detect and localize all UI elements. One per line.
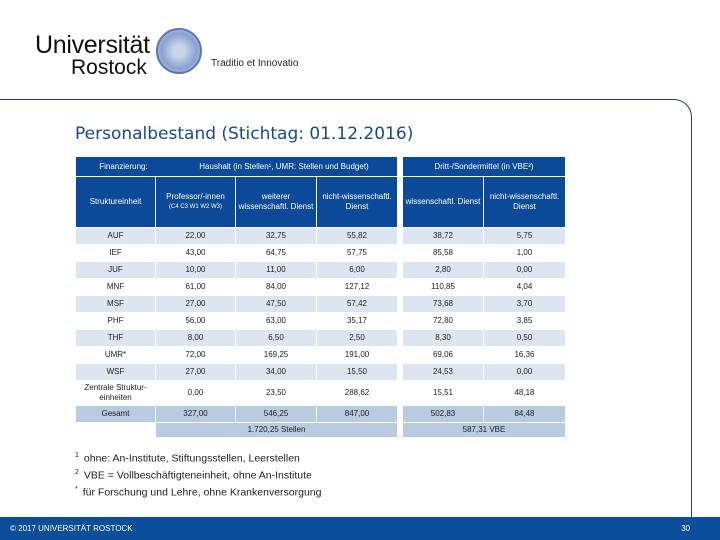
column-header: wissenschaftl. Dienst [403,177,483,227]
total-label: Gesamt [76,406,155,422]
table-cell: 169,25 [263,350,289,359]
footnote-3 [75,486,321,499]
table-cell: 3,70 [484,296,565,312]
table-cell: 56,00 [185,316,206,325]
table-cell: 84,00 [265,282,287,291]
table-cell: 2,80 [403,262,483,278]
table-cell: 16,36 [514,350,535,359]
table-cell: 110,85 [431,282,455,291]
footnote-2 [75,469,312,482]
table-cell: 63,00 [265,316,287,325]
row-label: PHF [107,316,124,325]
table-cell: 72,00 [185,350,206,359]
table-cell: 10,00 [156,262,235,278]
row-label: WSF [76,364,155,380]
table-cell: 288,62 [344,388,370,397]
table-cell: 32,75 [236,228,316,244]
column-header: weiterer wissenschaftl. Dienst [236,177,316,227]
footnote-text: ohne: An-Institute, Stiftungsstellen, Leerstellen [83,452,300,465]
table-cell: 57,75 [346,248,368,257]
row-label: AUF [76,228,155,244]
table-cell: 34,00 [236,364,316,380]
row-label: JUF [76,262,155,278]
table-cell: 6,00 [317,262,397,278]
table-cell: 27,00 [156,296,235,312]
footnote-mark: 1 [75,452,79,459]
row-label: MSF [76,296,155,312]
footnote-mark: 2 [75,469,79,476]
table-cell: 15,51 [432,388,454,397]
footnote-mark: * [75,486,78,493]
table-cell: 0,00 [484,262,565,278]
footnote-text: VBE = Vollbeschäftigteneinheit, ohne An-Institute [83,469,312,482]
prof-label: Professor/-innen [166,192,225,201]
motto: Traditio et Innovatio [211,58,299,69]
table-cell: 0,00 [187,388,204,397]
prof-sublabel: (C4 C3 W1 W2 W3) [168,204,222,210]
table-cell: 57,42 [317,296,397,312]
total-cell: 546,25 [236,406,316,422]
table-cell: 11,00 [236,262,316,278]
table-cell: 0,50 [484,330,565,346]
table-cell: 47,50 [236,296,316,312]
row-label: IEF [109,248,122,257]
row-label: UMR* [104,350,127,359]
table-cell: 4,04 [516,282,533,291]
total-cell: 327,00 [156,406,235,422]
table-cell: 24,53 [403,364,483,380]
table-cell: 35,17 [346,316,368,325]
financing-label: Finanzierung: [76,157,171,176]
footnote-1 [75,452,300,465]
table-cell: 64,75 [265,248,287,257]
footnote-text: für Forschung und Lehre, ohne Krankenversorgung [82,486,322,499]
sum-budget: 1.720,25 Stellen [156,423,397,437]
column-header: Struktureinheit [76,177,155,227]
row-label: THF [76,330,155,346]
total-cell: 502,83 [403,406,483,422]
university-seal-icon [156,28,202,74]
table-cell: 3,85 [516,316,533,325]
table-cell: 15,50 [317,364,397,380]
university-logo [35,32,150,78]
copyright: © 2017 UNIVERSITÄT ROSTOCK [10,524,133,533]
column-header [156,177,235,227]
table-cell: 8,30 [403,330,483,346]
table-cell: 5,75 [484,228,565,244]
row-label: MNF [106,282,125,291]
sum-third-party: 587,31 VBE [403,423,565,437]
row-label: Zentrale Struktur-einheiten [84,383,147,402]
table-cell: 8,00 [156,330,235,346]
page-number: 30 [681,524,690,533]
header-third-party-group: Dritt-/Sondermittel (in VBE²) [403,157,565,176]
table-cell: 69,06 [432,350,454,359]
table-cell: 27,00 [156,364,235,380]
total-cell: 847,00 [317,406,397,422]
column-header: nicht-wissenschaftl. Dienst [317,177,397,227]
table-cell: 22,00 [156,228,235,244]
table-cell: 127,12 [344,282,370,291]
logo-line1: Universität [35,31,150,59]
table-cell: 55,82 [317,228,397,244]
total-cell: 84,48 [484,406,565,422]
column-header: nicht-wissenschaftl. Dienst [484,177,565,227]
table-cell: 2,50 [317,330,397,346]
table-cell: 6,50 [236,330,316,346]
page-title: Personalbestand (Stichtag: 01.12.2016) [75,124,414,144]
header-budget-group: Haushalt (in Stellen¹, UMR: Stellen und Budget) [171,157,397,176]
table-cell: 43,00 [185,248,206,257]
table-cell: 72,80 [432,316,454,325]
table-cell: 0,00 [484,364,565,380]
table-cell: 191,00 [344,350,370,359]
footer-bar [0,517,720,540]
table-cell: 85,58 [432,248,454,257]
table-cell: 48,18 [514,388,535,397]
logo-line2: Rostock [71,56,147,79]
table-cell: 23,50 [265,388,287,397]
table-cell: 1,00 [516,248,533,257]
table-cell: 38,72 [403,228,483,244]
table-cell: 73,68 [403,296,483,312]
table-cell: 61,00 [185,282,206,291]
